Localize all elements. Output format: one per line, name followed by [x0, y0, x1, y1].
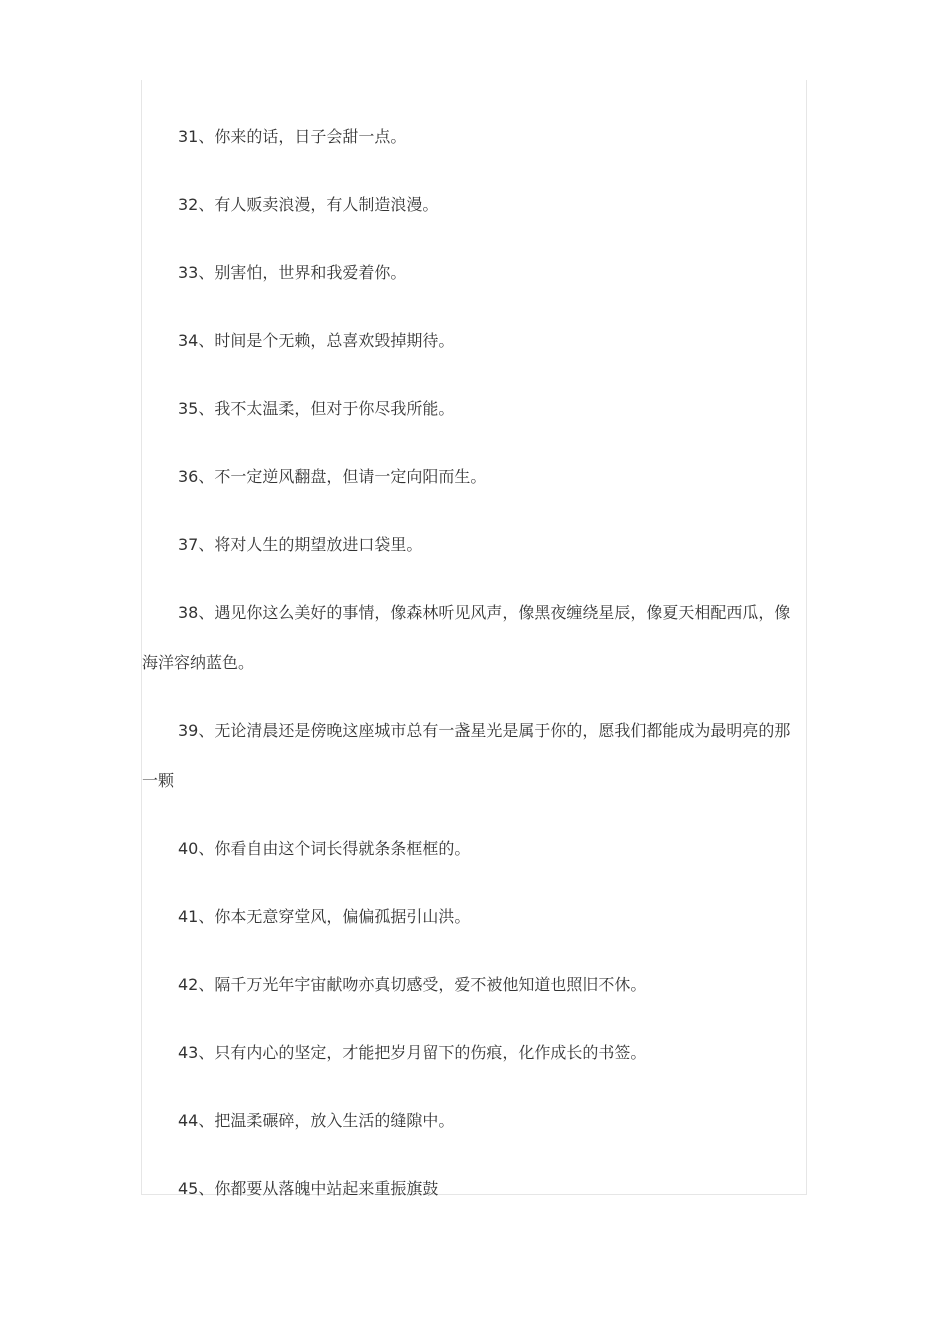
list-item: 38、遇见你这么美好的事情，像森林听见风声，像黑夜缠绕星辰，像夏天相配西瓜，像海洋容纳蓝色。	[142, 603, 791, 672]
list-item: 32、有人贩卖浪漫，有人制造浪漫。	[178, 195, 439, 214]
list-item: 45、你都要从落魄中站起来重振旗鼓	[178, 1179, 439, 1198]
list-item: 35、我不太温柔，但对于你尽我所能。	[178, 399, 455, 418]
document-content	[142, 112, 806, 1232]
list-item: 37、将对人生的期望放进口袋里。	[178, 535, 423, 554]
list-item: 39、无论清晨还是傍晚这座城市总有一盏星光是属于你的，愿我们都能成为最明亮的那一颗	[142, 721, 791, 790]
list-item: 31、你来的话，日子会甜一点。	[178, 127, 407, 146]
list-item: 36、不一定逆风翻盘，但请一定向阳而生。	[178, 467, 487, 486]
list-item: 44、把温柔碾碎，放入生活的缝隙中。	[178, 1111, 455, 1130]
list-item: 42、隔千万光年宇宙献吻亦真切感受，爱不被他知道也照旧不休。	[178, 975, 647, 994]
list-item: 41、你本无意穿堂风，偏偏孤据引山洪。	[178, 907, 471, 926]
list-item: 43、只有内心的坚定，才能把岁月留下的伤痕，化作成长的书签。	[178, 1043, 647, 1062]
document-page	[141, 80, 807, 1198]
list-item: 40、你看自由这个词长得就条条框框的。	[178, 839, 471, 858]
list-item: 33、别害怕，世界和我爱着你。	[178, 263, 407, 282]
list-item: 34、时间是个无赖，总喜欢毁掉期待。	[178, 331, 455, 350]
